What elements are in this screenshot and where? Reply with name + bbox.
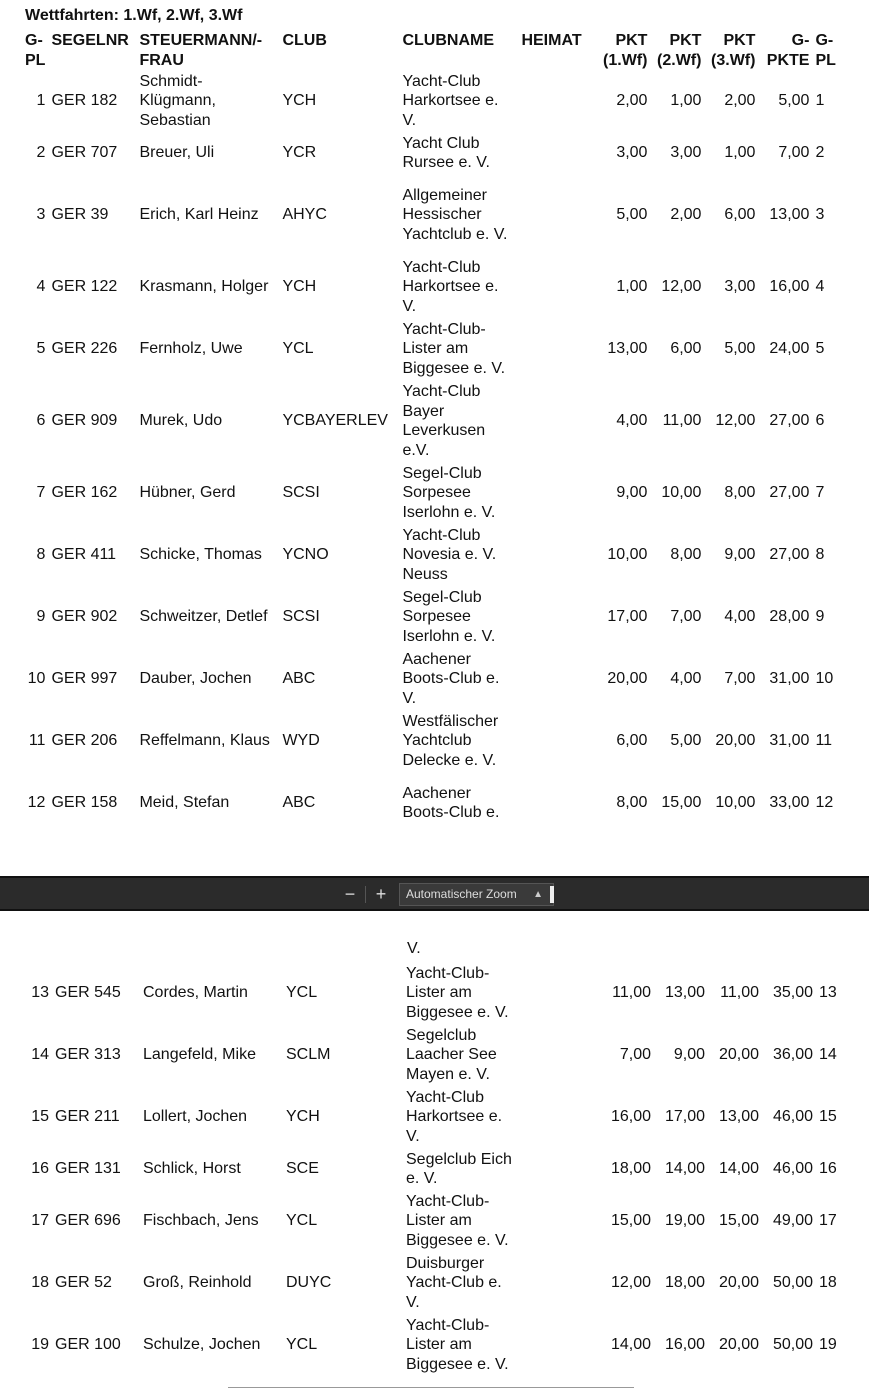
cell-pkt-1: 17,00: [607, 608, 648, 626]
cell-segelnr: GER 211: [55, 1108, 120, 1126]
cell-pkt-1: 13,00: [607, 340, 648, 358]
cell-heimat: [518, 710, 596, 772]
cell-gpl: 13: [31, 984, 49, 1002]
cell-steuermann: Lollert, Jochen: [143, 1108, 248, 1126]
cell-pkt-2: 12,00: [661, 278, 702, 296]
cell-club: YCL: [282, 340, 314, 358]
cell-gpkte: 33,00: [769, 794, 810, 812]
cell-clubname: Segel-Club Sorpesee Iserlohn e. V.: [402, 588, 496, 645]
cell-pkt-2: 3,00: [670, 144, 702, 162]
header-gpl: G- PL: [25, 32, 46, 69]
continuation-text: V.: [407, 940, 421, 957]
cell-steuermann: Langefeld, Mike: [143, 1046, 256, 1064]
cell-pkt-1: 10,00: [607, 546, 648, 564]
cell-pkt-2: 18,00: [664, 1274, 705, 1292]
cell-gpl: 19: [31, 1336, 49, 1354]
cell-gpl: 18: [31, 1274, 49, 1292]
zoom-out-button[interactable]: −: [344, 884, 356, 904]
cell-pkt-3: 8,00: [724, 484, 756, 502]
table-row: [22, 648, 839, 710]
cell-gpl-2: 7: [815, 484, 825, 502]
table-row: [22, 70, 839, 132]
cell-segelnr: GER 226: [51, 340, 118, 358]
page-title: Wettfahrten: 1.Wf, 2.Wf, 3.Wf: [25, 7, 243, 24]
cell-gpkte: 5,00: [778, 92, 810, 110]
cell-club: ABC: [282, 794, 316, 812]
table-row: [22, 586, 839, 648]
cell-pkt-3: 20,00: [715, 732, 756, 750]
cell-gpl: 11: [28, 732, 46, 750]
cell-gpl-2: 14: [819, 1046, 837, 1064]
cell-heimat: [518, 70, 596, 132]
cell-pkt-1: 18,00: [610, 1160, 651, 1178]
cell-gpl: 12: [27, 794, 46, 812]
cell-gpl: 8: [36, 546, 46, 564]
cell-steuermann: Schlick, Horst: [143, 1160, 241, 1178]
updown-arrow-icon: ▲: [533, 889, 543, 900]
header-club: CLUB: [282, 32, 327, 49]
cell-gpl: 16: [31, 1160, 49, 1178]
table-row: [26, 1314, 842, 1376]
cell-clubname: Yacht-Club Novesia e. V. Neuss: [402, 526, 497, 583]
cell-gpl: 7: [36, 484, 46, 502]
cell-club: AHYC: [282, 206, 327, 224]
cell-pkt-3: 15,00: [718, 1212, 759, 1230]
cell-pkt-3: 20,00: [718, 1046, 759, 1064]
cell-steuermann: Schmidt-Klügmann, Sebastian: [139, 72, 216, 129]
cell-club: DUYC: [286, 1274, 332, 1292]
cell-pkt-3: 3,00: [724, 278, 756, 296]
cell-pkt-3: 4,00: [724, 608, 756, 626]
cell-pkt-2: 14,00: [664, 1160, 705, 1178]
cell-gpl: 4: [36, 278, 46, 296]
cell-pkt-3: 14,00: [718, 1160, 759, 1178]
results-table-page-2: [26, 962, 842, 1376]
cell-clubname: Yacht-Club Bayer Leverkusen e.V.: [402, 383, 486, 459]
cell-gpl-2: 8: [815, 546, 825, 564]
cell-steuermann: Hübner, Gerd: [139, 484, 236, 502]
cell-steuermann: Dauber, Jochen: [139, 670, 252, 688]
table-row: [26, 1148, 842, 1190]
cell-pkt-3: 12,00: [715, 412, 756, 430]
cell-pkt-2: 11,00: [662, 412, 702, 430]
cell-club: YCBAYERLEV: [282, 412, 388, 430]
cell-gpkte: 35,00: [772, 984, 813, 1002]
cell-gpl-2: 10: [815, 670, 834, 688]
header-gpkte: G- PKTE: [766, 32, 810, 69]
cell-clubname: Yacht Club Rursee e. V.: [402, 134, 490, 171]
cell-pkt-3: 13,00: [718, 1108, 759, 1126]
cell-gpkte: 7,00: [778, 144, 810, 162]
header-heimat: HEIMAT: [521, 32, 582, 49]
cell-pkt-1: 6,00: [616, 732, 648, 750]
cell-club: SCE: [286, 1160, 319, 1178]
cell-pkt-1: 20,00: [607, 670, 648, 688]
cell-pkt-1: 12,00: [610, 1274, 651, 1292]
zoom-select[interactable]: [399, 883, 554, 906]
cell-heimat: [522, 1024, 600, 1086]
cell-segelnr: GER 182: [51, 92, 118, 110]
cell-clubname: Aachener Boots-Club e. V.: [402, 650, 500, 707]
cell-pkt-3: 2,00: [724, 92, 756, 110]
cell-heimat: [522, 1252, 600, 1314]
cell-gpkte: 31,00: [769, 670, 810, 688]
cell-heimat: [522, 962, 600, 1024]
cell-pkt-3: 6,00: [724, 206, 756, 224]
cell-pkt-1: 2,00: [616, 92, 648, 110]
cell-pkt-3: 1,00: [724, 144, 756, 162]
cell-gpkte: 13,00: [769, 206, 810, 224]
cell-heimat: [518, 586, 596, 648]
cell-club: YCR: [282, 144, 317, 162]
cell-segelnr: GER 902: [51, 608, 118, 626]
cell-gpl: 10: [27, 670, 46, 688]
cell-pkt-2: 6,00: [670, 340, 702, 358]
cell-gpkte: 27,00: [769, 484, 810, 502]
header-segelnr: SEGELNR: [51, 32, 129, 49]
cell-gpl-2: 15: [819, 1108, 837, 1126]
cell-pkt-3: 11,00: [720, 984, 759, 1002]
table-row: [22, 524, 839, 586]
cell-club: YCH: [286, 1108, 320, 1126]
cell-gpl-2: 1: [815, 92, 825, 110]
cell-segelnr: GER 158: [51, 794, 118, 812]
cell-club: YCL: [286, 1336, 318, 1354]
zoom-in-button[interactable]: +: [375, 884, 387, 904]
cell-pkt-2: 10,00: [661, 484, 702, 502]
cell-pkt-1: 1,00: [616, 278, 648, 296]
cell-club: SCSI: [282, 608, 320, 626]
cell-pkt-2: 1,00: [670, 92, 702, 110]
table-row: [22, 380, 839, 462]
cell-gpl-2: 2: [815, 144, 825, 162]
toolbar-separator: [365, 886, 366, 903]
cell-gpkte: 46,00: [772, 1160, 813, 1178]
cell-pkt-2: 7,00: [670, 608, 702, 626]
table-header-row: [22, 30, 839, 70]
cell-gpl-2: 6: [815, 412, 825, 430]
cell-pkt-1: 4,00: [616, 412, 648, 430]
header-pkt-3: PKT (3.Wf): [711, 32, 756, 69]
cell-pkt-2: 17,00: [664, 1108, 705, 1126]
cell-steuermann: Groß, Reinhold: [143, 1274, 252, 1292]
cell-pkt-2: 5,00: [670, 732, 702, 750]
cell-gpkte: 24,00: [769, 340, 810, 358]
cell-clubname: Duisburger Yacht-Club e. V.: [406, 1254, 502, 1311]
cell-heimat: [518, 772, 596, 834]
scroll-handle-icon: [550, 886, 554, 903]
cell-clubname: Aachener Boots-Club e.: [402, 784, 500, 821]
header-pkt-1: PKT (1.Wf): [603, 32, 648, 69]
cell-gpl: 9: [36, 608, 46, 626]
cell-gpkte: 28,00: [769, 608, 810, 626]
cell-steuermann: Schweitzer, Detlef: [139, 608, 268, 626]
cell-club: YCL: [286, 1212, 318, 1230]
cell-club: SCLM: [286, 1046, 331, 1064]
cell-clubname: Yacht-Club-Lister am Biggesee e. V.: [402, 320, 506, 377]
results-table-page-1: [22, 30, 839, 834]
cell-heimat: [522, 1148, 600, 1190]
cell-segelnr: GER 707: [51, 144, 118, 162]
cell-steuermann: Erich, Karl Heinz: [139, 206, 259, 224]
table-row: [26, 1190, 842, 1252]
cell-clubname: Allgemeiner Hessischer Yachtclub e. V.: [402, 186, 508, 243]
cell-steuermann: Krasmann, Holger: [139, 278, 269, 296]
cell-pkt-2: 16,00: [664, 1336, 705, 1354]
header-steuermann: STEUERMANN/- FRAU: [139, 32, 263, 69]
cell-pkt-3: 7,00: [724, 670, 756, 688]
cell-gpl: 6: [36, 412, 46, 430]
cell-club: YCNO: [282, 546, 329, 564]
cell-clubname: Segelclub Eich e. V.: [406, 1150, 512, 1187]
cell-club: YCH: [282, 278, 317, 296]
cell-clubname: Yacht-Club-Lister am Biggesee e. V.: [406, 1316, 509, 1373]
cell-steuermann: Fischbach, Jens: [143, 1212, 259, 1230]
cell-club: YCL: [286, 984, 318, 1002]
table-row: [22, 256, 839, 318]
table-row: [22, 318, 839, 380]
cell-gpkte: 50,00: [772, 1274, 813, 1292]
cell-clubname: Segel-Club Sorpesee Iserlohn e. V.: [402, 464, 496, 521]
cell-gpl-2: 3: [815, 206, 825, 224]
cell-heimat: [522, 1314, 600, 1376]
cell-segelnr: GER 997: [51, 670, 118, 688]
cell-heimat: [518, 380, 596, 462]
cell-gpl-2: 11: [815, 732, 833, 750]
table-row: [26, 962, 842, 1024]
cell-segelnr: GER 696: [55, 1212, 121, 1230]
cell-gpl-2: 12: [815, 794, 834, 812]
cell-steuermann: Cordes, Martin: [143, 984, 248, 1002]
cell-segelnr: GER 206: [51, 732, 118, 750]
table-row: [22, 132, 839, 174]
cell-gpkte: 27,00: [769, 546, 810, 564]
cell-segelnr: GER 122: [51, 278, 118, 296]
cell-heimat: [518, 256, 596, 318]
cell-segelnr: GER 100: [55, 1336, 121, 1354]
cell-pkt-3: 10,00: [715, 794, 756, 812]
cell-heimat: [522, 1086, 600, 1148]
cell-gpkte: 31,00: [769, 732, 810, 750]
cell-heimat: [518, 174, 596, 256]
cell-gpl-2: 9: [815, 608, 825, 626]
table-row: [26, 1252, 842, 1314]
cell-pkt-3: 20,00: [718, 1336, 759, 1354]
cell-pkt-3: 20,00: [718, 1274, 759, 1292]
cell-segelnr: GER 411: [51, 546, 117, 564]
cell-gpl-2: 19: [819, 1336, 837, 1354]
cell-gpl-2: 17: [819, 1212, 837, 1230]
cell-gpkte: 36,00: [772, 1046, 813, 1064]
cell-segelnr: GER 162: [51, 484, 118, 502]
cell-heimat: [518, 132, 596, 174]
cell-pkt-1: 9,00: [616, 484, 648, 502]
cell-gpkte: 16,00: [769, 278, 810, 296]
cell-segelnr: GER 52: [55, 1274, 112, 1292]
table-row: [22, 772, 839, 834]
cell-pkt-1: 16,00: [610, 1108, 651, 1126]
cell-pkt-1: 7,00: [619, 1046, 651, 1064]
cell-pkt-3: 5,00: [724, 340, 756, 358]
cell-gpl-2: 18: [819, 1274, 837, 1292]
cell-gpkte: 46,00: [772, 1108, 813, 1126]
cell-gpl: 2: [36, 144, 46, 162]
cell-pkt-1: 11,00: [612, 984, 651, 1002]
cell-heimat: [518, 524, 596, 586]
table-row: [22, 710, 839, 772]
table-row: [26, 1086, 842, 1148]
cell-pkt-2: 2,00: [670, 206, 702, 224]
table-row: [26, 1024, 842, 1086]
cell-gpl-2: 16: [819, 1160, 837, 1178]
cell-pkt-2: 4,00: [670, 670, 702, 688]
cell-steuermann: Schicke, Thomas: [139, 546, 262, 564]
cell-steuermann: Meid, Stefan: [139, 794, 230, 812]
cell-clubname: Yacht-Club-Lister am Biggesee e. V.: [406, 964, 509, 1021]
cell-clubname: Segelclub Laacher See Mayen e. V.: [406, 1026, 497, 1083]
cell-segelnr: GER 545: [55, 984, 121, 1002]
cell-clubname: Yacht-Club-Lister am Biggesee e. V.: [406, 1192, 509, 1249]
table-row: [22, 174, 839, 256]
cell-gpl: 3: [36, 206, 46, 224]
cell-club: SCSI: [282, 484, 320, 502]
cell-clubname: Yacht-Club Harkortsee e. V.: [402, 258, 499, 315]
cell-pkt-2: 13,00: [664, 984, 705, 1002]
cell-steuermann: Fernholz, Uwe: [139, 340, 243, 358]
cell-pkt-2: 15,00: [661, 794, 702, 812]
cell-club: YCH: [282, 92, 317, 110]
cell-club: WYD: [282, 732, 320, 750]
cell-pkt-2: 19,00: [664, 1212, 705, 1230]
cell-segelnr: GER 131: [55, 1160, 121, 1178]
cell-gpl: 14: [31, 1046, 49, 1064]
cell-segelnr: GER 313: [55, 1046, 121, 1064]
cell-heimat: [518, 648, 596, 710]
page-divider: [228, 1387, 634, 1388]
cell-heimat: [522, 1190, 600, 1252]
cell-pkt-2: 9,00: [673, 1046, 705, 1064]
cell-clubname: Yacht-Club Harkortsee e. V.: [406, 1088, 503, 1145]
cell-pkt-2: 8,00: [670, 546, 702, 564]
header-clubname: CLUBNAME: [402, 32, 494, 49]
cell-pkt-3: 9,00: [724, 546, 756, 564]
cell-steuermann: Breuer, Uli: [139, 144, 215, 162]
cell-heimat: [518, 462, 596, 524]
cell-segelnr: GER 39: [51, 206, 109, 224]
cell-gpl-2: 5: [815, 340, 825, 358]
cell-gpkte: 50,00: [772, 1336, 813, 1354]
cell-steuermann: Schulze, Jochen: [143, 1336, 261, 1354]
cell-pkt-1: 15,00: [610, 1212, 651, 1230]
cell-pkt-1: 14,00: [610, 1336, 651, 1354]
cell-gpl: 17: [31, 1212, 49, 1230]
cell-segelnr: GER 909: [51, 412, 118, 430]
header-gpl-2: G- PL: [815, 32, 836, 69]
cell-club: ABC: [282, 670, 316, 688]
cell-clubname: Yacht-Club Harkortsee e. V.: [402, 72, 499, 129]
cell-gpl: 15: [31, 1108, 49, 1126]
cell-pkt-1: 8,00: [616, 794, 648, 812]
cell-gpl-2: 13: [819, 984, 837, 1002]
table-row: [22, 462, 839, 524]
cell-steuermann: Murek, Udo: [139, 412, 223, 430]
cell-gpl-2: 4: [815, 278, 825, 296]
cell-pkt-1: 5,00: [616, 206, 648, 224]
cell-gpl: 1: [36, 92, 46, 110]
pdf-page-2: [0, 911, 869, 1393]
pdf-viewer-toolbar: [0, 876, 869, 911]
cell-clubname: Westfälischer Yachtclub Delecke e. V.: [402, 712, 499, 769]
cell-pkt-1: 3,00: [616, 144, 648, 162]
cell-heimat: [518, 318, 596, 380]
cell-gpkte: 49,00: [772, 1212, 813, 1230]
header-pkt-2: PKT (2.Wf): [657, 32, 702, 69]
cell-steuermann: Reffelmann, Klaus: [139, 732, 270, 750]
cell-gpkte: 27,00: [769, 412, 810, 430]
zoom-select-label: Automatischer Zoom: [406, 887, 517, 901]
cell-gpl: 5: [36, 340, 46, 358]
